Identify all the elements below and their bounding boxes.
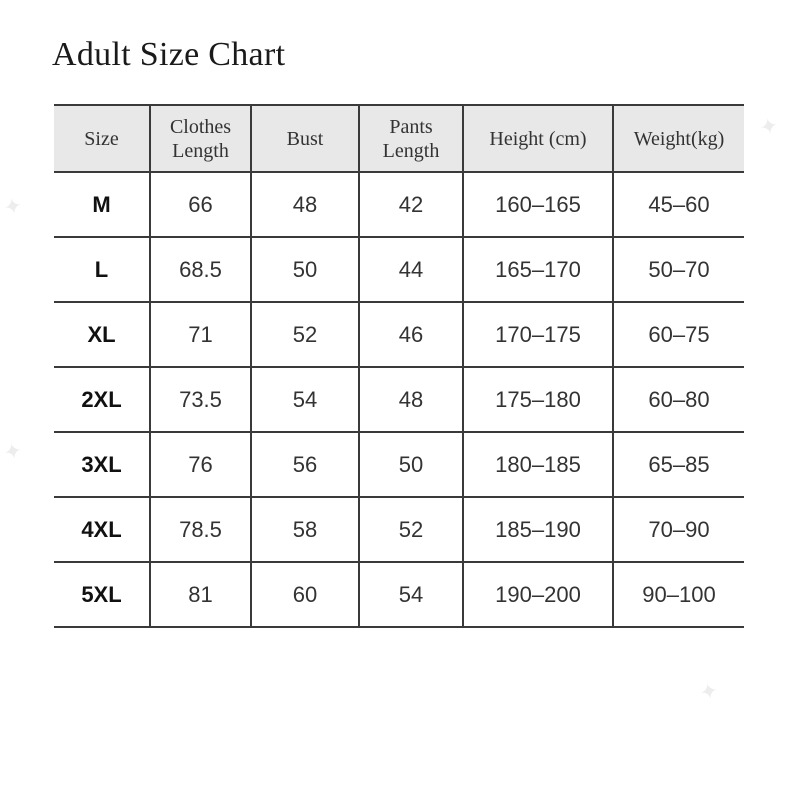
column-header-pants-length: Pants Length	[359, 105, 463, 172]
page-title: Adult Size Chart	[52, 36, 286, 73]
column-header-clothes-length: Clothes Length	[150, 105, 251, 172]
bust-cell: 52	[251, 302, 359, 367]
height-cell: 160–165	[463, 172, 613, 237]
height-cell: 185–190	[463, 497, 613, 562]
watermark-logo: ✦	[697, 678, 721, 707]
clothes-length-cell: 73.5	[150, 367, 251, 432]
clothes-length-cell: 78.5	[150, 497, 251, 562]
pants-length-cell: 50	[359, 432, 463, 497]
pants-length-cell: 54	[359, 562, 463, 627]
weight-cell: 50–70	[613, 237, 744, 302]
weight-cell: 90–100	[613, 562, 744, 627]
column-header-size: Size	[54, 105, 150, 172]
pants-length-cell: 48	[359, 367, 463, 432]
bust-cell: 58	[251, 497, 359, 562]
size-cell: M	[54, 172, 150, 237]
size-cell: XL	[54, 302, 150, 367]
pants-length-cell: 52	[359, 497, 463, 562]
size-cell: 2XL	[54, 367, 150, 432]
size-cell: 5XL	[54, 562, 150, 627]
table-row	[54, 237, 744, 302]
column-header-bust: Bust	[251, 105, 359, 172]
table-row	[54, 367, 744, 432]
height-cell: 180–185	[463, 432, 613, 497]
bust-cell: 50	[251, 237, 359, 302]
table-row	[54, 562, 744, 627]
weight-cell: 45–60	[613, 172, 744, 237]
table-row	[54, 302, 744, 367]
pants-length-cell: 42	[359, 172, 463, 237]
bust-cell: 60	[251, 562, 359, 627]
bust-cell: 54	[251, 367, 359, 432]
table-row	[54, 172, 744, 237]
bust-cell: 56	[251, 432, 359, 497]
height-cell: 165–170	[463, 237, 613, 302]
clothes-length-cell: 66	[150, 172, 251, 237]
height-cell: 190–200	[463, 562, 613, 627]
pants-length-cell: 46	[359, 302, 463, 367]
weight-cell: 60–80	[613, 367, 744, 432]
size-cell: 3XL	[54, 432, 150, 497]
column-header-height: Height (cm)	[463, 105, 613, 172]
height-cell: 170–175	[463, 302, 613, 367]
clothes-length-cell: 81	[150, 562, 251, 627]
weight-cell: 65–85	[613, 432, 744, 497]
clothes-length-cell: 76	[150, 432, 251, 497]
table-header-row	[54, 105, 744, 172]
size-chart-table	[54, 104, 744, 628]
size-cell: 4XL	[54, 497, 150, 562]
weight-cell: 70–90	[613, 497, 744, 562]
watermark-logo: ✦	[757, 113, 781, 142]
table-row	[54, 497, 744, 562]
pants-length-cell: 44	[359, 237, 463, 302]
watermark-logo: ✦	[1, 438, 25, 467]
column-header-weight: Weight(kg)	[613, 105, 744, 172]
weight-cell: 60–75	[613, 302, 744, 367]
watermark-logo: ✦	[1, 193, 25, 222]
clothes-length-cell: 68.5	[150, 237, 251, 302]
height-cell: 175–180	[463, 367, 613, 432]
table-body	[54, 172, 744, 627]
bust-cell: 48	[251, 172, 359, 237]
table-row	[54, 432, 744, 497]
size-cell: L	[54, 237, 150, 302]
clothes-length-cell: 71	[150, 302, 251, 367]
